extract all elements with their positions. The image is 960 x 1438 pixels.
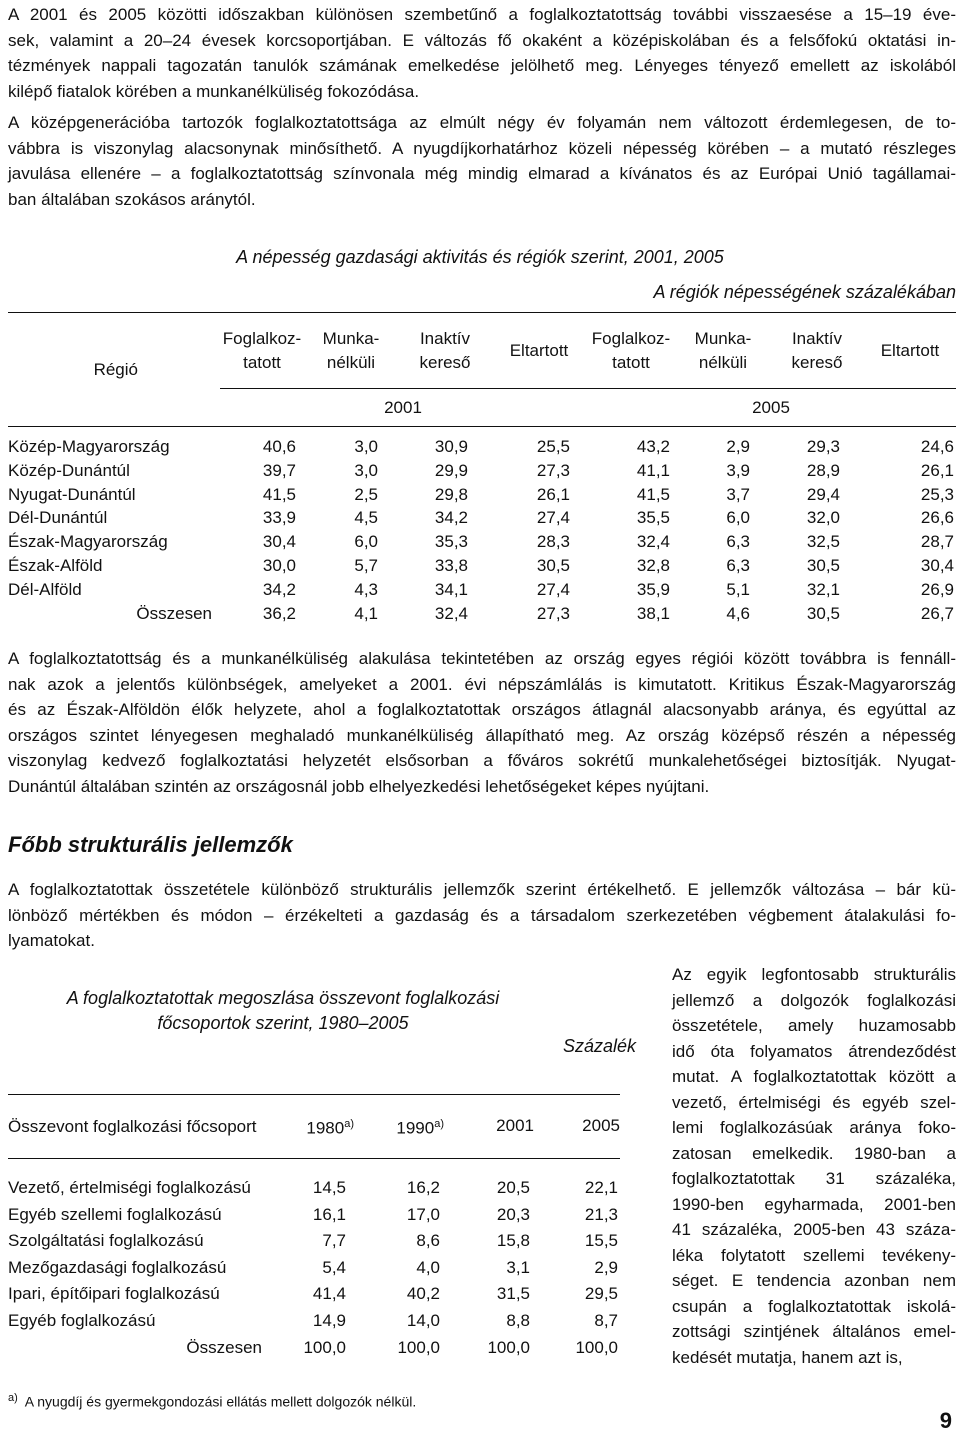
value-cell: 25,5 <box>536 437 570 456</box>
value-cell: 32,4 <box>636 532 670 552</box>
value-cell: 4,6 <box>726 603 750 623</box>
text-line: mutat. A foglalkoztatottak között a <box>672 1067 956 1086</box>
value-cell: 6,3 <box>726 532 750 552</box>
table-row <box>8 1281 620 1308</box>
text-line: tézmények nappali tagozatán tanulók számának emelkedése jelölhető meg. Lényeges tényező emellett az iskolából <box>8 56 956 75</box>
value-cell: 8,8 <box>506 1310 530 1330</box>
value-cell: 29,9 <box>434 460 468 480</box>
value-cell: 39,7 <box>262 460 296 480</box>
value-cell: 32,5 <box>806 532 840 552</box>
region-name: Észak-Magyarország <box>8 532 168 552</box>
text-line: vábbra is viszonylag alacsonynak minősíthető. A nyugdíjkorhatárhoz közeli népesség körében – a mutató részleges <box>8 138 956 158</box>
region-name: Dél-Alföld <box>8 579 82 599</box>
col-header: Inaktív kereső <box>791 328 843 372</box>
table-row <box>8 530 956 554</box>
value-cell: 22,1 <box>584 1178 618 1197</box>
value-cell: 27,3 <box>536 603 570 623</box>
region-name: Dél-Dunántúl <box>8 508 108 528</box>
value-cell: 35,3 <box>434 532 468 552</box>
text-line: összetétele, amely huzamosabb <box>672 1016 956 1035</box>
col-header: Munka- nélküli <box>322 328 380 372</box>
table2-caption: A foglalkoztatottak megoszlása összevont foglalkozási főcsoportok szerint, 1980–2005 <box>66 988 500 1033</box>
value-cell: 26,6 <box>920 508 954 528</box>
value-cell: 14,0 <box>406 1310 440 1330</box>
text-line: javulása ellenére – a foglalkoztatottság színvonala még mindig elmarad a kívánatos és az Európai Unió tagállamai- <box>8 164 956 183</box>
table-row <box>8 1228 620 1255</box>
table2-unit: Százalék <box>563 1036 637 1056</box>
table-row <box>8 578 956 602</box>
value-cell: 30,4 <box>262 532 296 552</box>
year-header-2001: 2001 <box>220 389 586 427</box>
section-heading: Főbb strukturális jellemzők <box>8 832 293 857</box>
table1-regional-activity <box>8 312 956 625</box>
text-line: kilépő fiatalok körében a munkanélküliség fokozódása. <box>8 81 420 101</box>
value-cell: 32,0 <box>806 508 840 528</box>
value-cell: 26,1 <box>920 460 954 480</box>
table-row <box>8 1308 620 1335</box>
value-cell: 30,5 <box>806 555 840 575</box>
value-cell: 29,4 <box>806 484 840 504</box>
value-cell: 5,1 <box>726 579 750 599</box>
value-cell: 4,0 <box>416 1257 440 1277</box>
value-cell: 29,5 <box>584 1284 618 1304</box>
year-1990: 1990$^{a)}$ <box>396 1117 444 1138</box>
occupation-label: Vezető, értelmiségi foglalkozású <box>8 1178 251 1197</box>
table-row <box>8 1202 620 1229</box>
text-line: sek, valamint a 20–24 évesek korcsoportjában. E változás fő okaként a középiskolában és a felsőfokú oktatási in- <box>8 30 956 50</box>
value-cell: 6,0 <box>726 508 750 528</box>
text-line: Dunántúl általában szintén az országosnál jobb elhelyezkedési lehetőségeket képes nyújtani. <box>8 776 710 796</box>
table2-occupation-groups <box>8 1094 620 1361</box>
value-cell: 3,0 <box>354 437 378 456</box>
value-cell: 4,1 <box>354 603 378 623</box>
value-cell: 17,0 <box>406 1204 440 1224</box>
text-line: zottsági szintjének általános emel- <box>672 1322 956 1341</box>
structural-paragraph <box>8 877 956 954</box>
value-cell: 26,9 <box>920 579 954 599</box>
value-cell: 8,6 <box>416 1231 440 1251</box>
value-cell: 2,5 <box>354 484 378 504</box>
region-name: Közép-Magyarország <box>8 437 170 456</box>
regional-paragraph <box>8 646 956 799</box>
value-cell: 40,2 <box>406 1284 440 1304</box>
value-cell: 14,9 <box>312 1310 346 1330</box>
value-cell: 41,5 <box>636 484 670 504</box>
value-cell: 41,4 <box>312 1284 346 1304</box>
text-line: ban általában szokásos aránytól. <box>8 189 256 209</box>
value-cell: 43,2 <box>636 437 670 456</box>
value-cell: 29,3 <box>806 437 840 456</box>
value-cell: 33,8 <box>434 555 468 575</box>
intro-paragraph-2 <box>8 110 956 212</box>
table-row <box>8 1159 620 1202</box>
value-cell: 2,9 <box>726 437 750 456</box>
text-line: 41 százaléka, 2005-ben 43 száza- <box>672 1220 956 1239</box>
value-cell: 30,9 <box>434 437 468 456</box>
value-cell: 34,1 <box>434 579 468 599</box>
text-line: foglalkoztatottak 31 százaléka, <box>672 1169 956 1188</box>
footnote: $^{a)}$ A nyugdíj és gyermekgondozási ellátás mellett dolgozók nélkül. <box>8 1392 417 1410</box>
text-line: zatosan emelkedik. 1980-ban a <box>672 1143 956 1163</box>
text-line: A foglalkoztatottak összetétele különböző strukturális jellemzők szerint értékelhető. E jellemzők változása – bár kü- <box>8 880 956 899</box>
value-cell: 3,1 <box>506 1257 530 1277</box>
value-cell: 3,0 <box>354 460 378 480</box>
value-cell: 30,5 <box>806 603 840 623</box>
value-cell: 5,4 <box>322 1257 346 1277</box>
table1-caption: A népesség gazdasági aktivitás és régiók szerint, 2001, 2005 <box>236 247 724 267</box>
total-row <box>8 602 956 626</box>
value-cell: 100,0 <box>487 1337 530 1357</box>
table2-row-header: Összevont foglalkozási főcsoport <box>8 1116 257 1136</box>
value-cell: 35,5 <box>636 508 670 528</box>
value-cell: 100,0 <box>575 1337 618 1357</box>
value-cell: 4,5 <box>354 508 378 528</box>
value-cell: 7,7 <box>322 1231 346 1251</box>
text-line: és az Észak-Alföldön élők helyzete, ahol a foglalkoztatottak országos átlagnál alacsonyabb aránya, és egyúttal az <box>8 700 956 719</box>
value-cell: 20,3 <box>496 1204 530 1224</box>
col-header: Foglalkoz- tatott <box>591 328 671 372</box>
value-cell: 3,9 <box>726 460 750 480</box>
text-line: lönböző mértékben és módon – érzékelteti a gazdaság és a társadalom szerkezetében végbement átalakulási fo- <box>8 905 956 925</box>
text-line: nak azok a jelentős különbségek, amelyeket a 2001. évi népszámlálás is kimutatott. Kritikus Észak-Magyarország <box>8 674 956 694</box>
year-2005: 2005 <box>582 1116 620 1136</box>
value-cell: 6,0 <box>354 532 378 552</box>
text-line: csupán a foglalkoztatottak iskolá- <box>672 1296 956 1316</box>
table1-unit: A régiók népességének százalékában <box>653 282 956 302</box>
value-cell: 30,5 <box>536 555 570 575</box>
value-cell: 34,2 <box>434 508 468 528</box>
value-cell: 26,7 <box>920 603 954 623</box>
text-line: idő óta folyamatos átrendeződést <box>672 1041 956 1061</box>
value-cell: 27,4 <box>536 579 570 599</box>
region-name: Közép-Dunántúl <box>8 460 130 480</box>
occupation-label: Szolgáltatási foglalkozású <box>8 1231 204 1251</box>
col-header: Munka- nélküli <box>694 328 752 372</box>
text-line: 1990-ben egyharmada, 2001-ben <box>672 1194 956 1214</box>
value-cell: 3,7 <box>726 484 750 504</box>
text-line: országos szintet lényegesen meghaladó munkanélküliség állapítható meg. Az ország középső részén a népesség <box>8 725 956 745</box>
value-cell: 21,3 <box>584 1204 618 1224</box>
value-cell: 36,2 <box>262 603 296 623</box>
value-cell: 15,5 <box>584 1231 618 1251</box>
value-cell: 100,0 <box>397 1337 440 1357</box>
value-cell: 32,8 <box>636 555 670 575</box>
total-row <box>8 1335 620 1362</box>
text-line: Az egyik legfontosabb strukturális <box>672 965 956 984</box>
text-line: A 2001 és 2005 közötti időszakban különösen szembetűnő a foglalkoztatottság további visszaesése a 15–19 éve- <box>8 5 956 24</box>
col-header: Foglalkoz- tatott <box>222 328 302 372</box>
value-cell: 31,5 <box>496 1284 530 1304</box>
value-cell: 5,7 <box>354 555 378 575</box>
value-cell: 35,9 <box>636 579 670 599</box>
text-line: léka folytatott szellemi tevékeny- <box>672 1245 956 1265</box>
value-cell: 16,2 <box>406 1178 440 1197</box>
year-1980: 1980$^{a)}$ <box>306 1117 354 1138</box>
value-cell: 2,9 <box>594 1257 618 1277</box>
value-cell: 38,1 <box>636 603 670 623</box>
value-cell: 100,0 <box>303 1337 346 1357</box>
value-cell: 24,6 <box>920 437 954 456</box>
value-cell: 32,1 <box>806 579 840 599</box>
region-name: Nyugat-Dunántúl <box>8 484 136 504</box>
text-line: jellemző a dolgozók foglalkozási <box>672 990 956 1010</box>
value-cell: 33,9 <box>262 508 296 528</box>
value-cell: 16,1 <box>312 1204 346 1224</box>
value-cell: 6,3 <box>726 555 750 575</box>
table-row <box>8 483 956 507</box>
side-column-text <box>672 962 956 1370</box>
text-line: vezető, értelmiségi és egyéb szel- <box>672 1092 956 1112</box>
value-cell: 34,2 <box>262 579 296 599</box>
value-cell: 30,4 <box>920 555 954 575</box>
table-row <box>8 427 956 459</box>
col-header: Inaktív kereső <box>419 328 471 372</box>
region-name: Összesen <box>136 603 212 623</box>
value-cell: 20,5 <box>496 1178 530 1197</box>
value-cell: 27,3 <box>536 460 570 480</box>
table-row <box>8 554 956 578</box>
year-header-2005: 2005 <box>586 389 956 427</box>
intro-paragraph-1 <box>8 2 956 104</box>
page-number: 9 <box>939 1408 952 1433</box>
value-cell: 32,4 <box>434 603 468 623</box>
value-cell: 26,1 <box>536 484 570 504</box>
value-cell: 4,3 <box>354 579 378 599</box>
value-cell: 28,9 <box>806 460 840 480</box>
value-cell: 30,0 <box>262 555 296 575</box>
text-line: lyamatokat. <box>8 931 95 950</box>
value-cell: 28,7 <box>920 532 954 552</box>
value-cell: 41,5 <box>262 484 296 504</box>
value-cell: 8,7 <box>594 1310 618 1330</box>
value-cell: 15,8 <box>496 1231 530 1251</box>
table-row <box>8 506 956 530</box>
value-cell: 25,3 <box>920 484 954 504</box>
value-cell: 29,8 <box>434 484 468 504</box>
table-row <box>8 459 956 483</box>
value-cell: 40,6 <box>262 437 296 456</box>
table-row <box>8 1255 620 1282</box>
col-header: Eltartott <box>509 340 569 360</box>
text-line: A foglalkoztatottság és a munkanélküliség alakulása tekintetében az ország egyes régiói között továbbra is fennáll- <box>8 649 956 668</box>
text-line: A középgenerációba tartozók foglalkoztatottsága az elmúlt négy év folyamán nem változott érdemlegesen, de to- <box>8 113 956 132</box>
value-cell: 14,5 <box>312 1178 346 1197</box>
region-header: Régió <box>93 359 138 379</box>
text-line: viszonylag kedvező foglalkoztatási helyzetét elsősorban a főváros sokrétű munkalehetőségei biztosítják. Nyugat- <box>8 751 956 770</box>
occupation-label: Egyéb foglalkozású <box>8 1310 156 1330</box>
value-cell: 41,1 <box>636 460 670 480</box>
text-line: séget. E tendencia azonban nem <box>672 1271 956 1290</box>
occupation-label: Egyéb szellemi foglalkozású <box>8 1204 222 1224</box>
value-cell: 28,3 <box>536 532 570 552</box>
occupation-label: Összesen <box>186 1337 262 1357</box>
occupation-label: Ipari, építőipari foglalkozású <box>8 1284 220 1304</box>
text-line: lemi foglalkozásúak aránya foko- <box>672 1118 956 1137</box>
text-line: kedését mutatja, hanem azt is, <box>672 1347 903 1367</box>
region-name: Észak-Alföld <box>8 555 103 575</box>
year-2001: 2001 <box>496 1116 534 1136</box>
col-header: Eltartott <box>880 340 940 360</box>
value-cell: 27,4 <box>536 508 570 528</box>
occupation-label: Mezőgazdasági foglalkozású <box>8 1257 227 1277</box>
